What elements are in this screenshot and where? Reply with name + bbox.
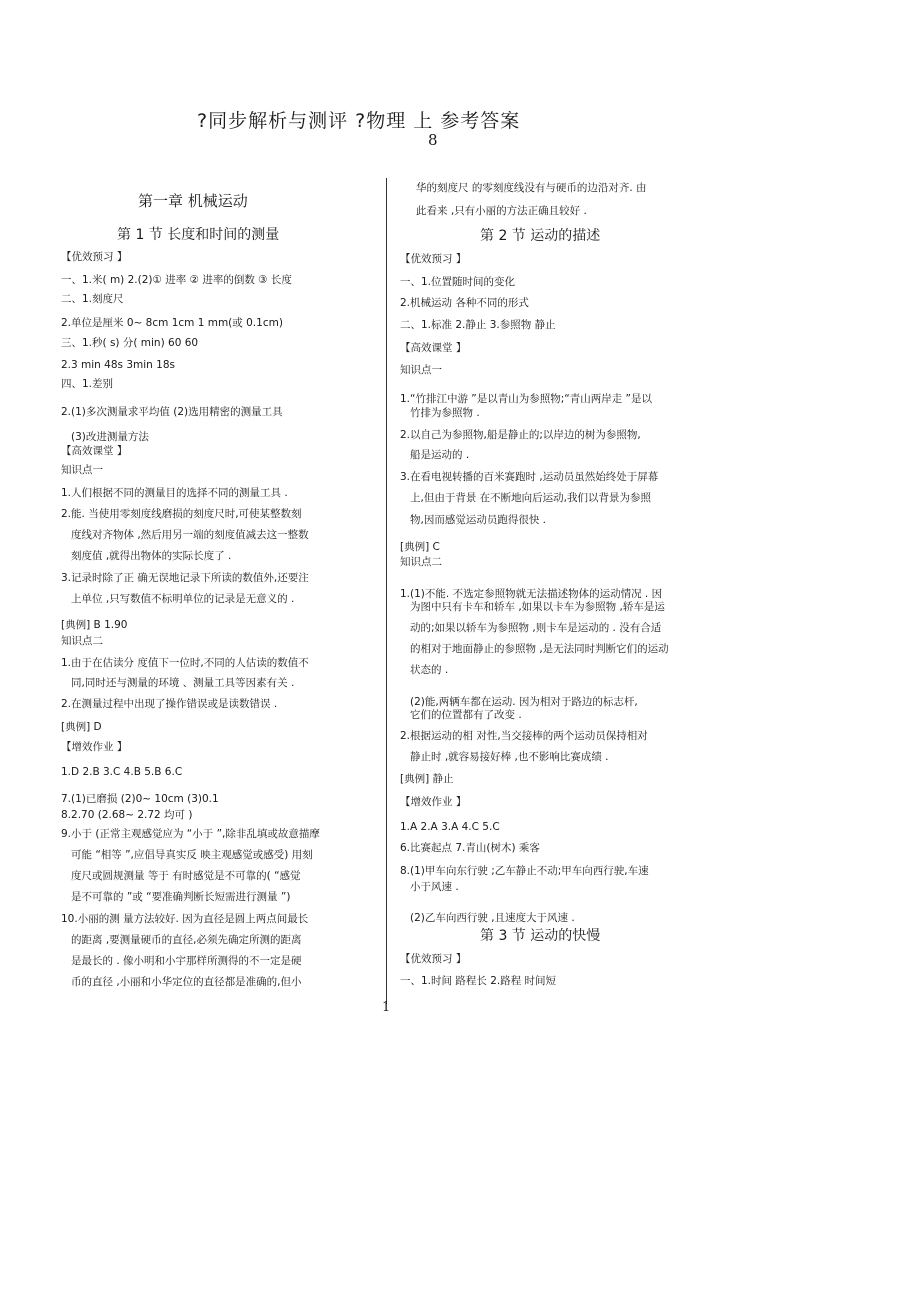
text-line: 船是运动的 .: [410, 449, 470, 461]
text-line: 上单位 ,只写数值不标明单位的记录是无意义的 .: [71, 593, 295, 605]
text-line: 知识点一: [61, 464, 103, 476]
text-line: 2.以自己为参照物,船是静止的;以岸边的树为参照物,: [400, 429, 641, 441]
text-line: 一、1.位置随时间的变化: [400, 276, 516, 288]
text-line: 的距离 ,要测量硬币的直径,必须先确定所测的距离: [71, 934, 302, 946]
text-line: 1.由于在估读分 度值下一位时,不同的人估读的数值不: [61, 657, 309, 669]
page-title: ?同步解析与测评 ?物理 上 参考答案: [197, 110, 521, 132]
text-line: 此看来 ,只有小丽的方法正确且较好 .: [416, 205, 587, 217]
text-line: 3.记录时除了正 确无误地记录下所读的数值外,还要注: [61, 572, 309, 584]
text-line: 二、1.刻度尺: [61, 293, 124, 305]
text-line: 2.机械运动 各种不同的形式: [400, 297, 529, 309]
chapter-title: 第一章 机械运动: [138, 192, 248, 210]
text-line: (2)能,两辆车都在运动. 因为相对于路边的标志杆,: [410, 696, 638, 708]
section-1-title: 第 1 节 长度和时间的测量: [117, 227, 280, 243]
text-line: 是最长的 . 像小明和小宇那样所测得的不一定是硬: [71, 955, 302, 967]
text-line: (3)改进测量方法: [71, 431, 149, 443]
text-line: 【优效预习 】: [400, 953, 467, 965]
text-line: 知识点二: [61, 635, 103, 647]
text-line: 一、1.米( m) 2.(2)① 进率 ② 进率的倒数 ③ 长度: [61, 274, 292, 286]
text-line: 10.小丽的测 量方法较好. 因为直径是圆上两点间最长: [61, 913, 309, 925]
text-line: 7.(1)已磨损 (2)0~ 10cm (3)0.1: [61, 793, 219, 805]
text-line: [典例] C: [400, 541, 440, 553]
text-line: 1.人们根据不同的测量目的选择不同的测量工具 .: [61, 487, 288, 499]
text-line: 1.(1)不能. 不选定参照物就无法描述物体的运动情况 . 因: [400, 588, 663, 600]
grade-number: 8: [428, 131, 438, 149]
text-line: (2)乙车向西行驶 ,且速度大于风速 .: [410, 912, 575, 924]
page-number: 1: [382, 1000, 391, 1015]
text-line: 华的刻度尺 的零刻度线没有与硬币的边沿对齐. 由: [416, 182, 647, 194]
text-line: 1.“竹排江中游 ”是以青山为参照物;“青山两岸走 ”是以: [400, 393, 652, 405]
column-divider: [386, 178, 387, 1004]
text-line: 2.根据运动的相 对性,当交接棒的两个运动员保持相对: [400, 730, 648, 742]
text-line: 四、1.差别: [61, 378, 114, 390]
text-line: 2.(1)多次测量求平均值 (2)选用精密的测量工具: [61, 406, 283, 418]
text-line: 三、1.秒( s) 分( min) 60 60: [61, 337, 199, 349]
section-2-title: 第 2 节 运动的描述: [480, 228, 601, 244]
text-line: 一、1.时间 路程长 2.路程 时间短: [400, 975, 557, 987]
text-line: 度线对齐物体 ,然后用另一端的刻度值减去这一整数: [71, 529, 309, 541]
text-line: 6.比赛起点 7.青山(树木) 乘客: [400, 842, 540, 854]
text-line: 【高效课堂 】: [400, 342, 467, 354]
text-line: [典例] B 1.90: [61, 619, 128, 631]
text-line: 物,因而感觉运动员跑得很快 .: [410, 514, 547, 526]
text-line: 【增效作业 】: [400, 796, 467, 808]
text-line: 可能 “相等 ”,应倡导真实反 映主观感觉或感受) 用刻: [71, 849, 313, 861]
text-line: 1.D 2.B 3.C 4.B 5.B 6.C: [61, 766, 183, 778]
text-line: 竹排为参照物 .: [410, 407, 480, 419]
text-line: 刻度值 ,就得出物体的实际长度了 .: [71, 550, 232, 562]
text-line: 9.小于 (正常主观感觉应为 “小于 ”,除非乱填或故意描摩: [61, 828, 320, 840]
text-line: 知识点二: [400, 556, 442, 568]
text-line: 8.2.70 (2.68~ 2.72 均可 ): [61, 809, 193, 821]
text-line: 2.单位是厘米 0~ 8cm 1cm 1 mm(或 0.1cm): [61, 317, 283, 329]
text-line: 小于风速 .: [410, 881, 459, 893]
text-line: 【增效作业 】: [61, 741, 128, 753]
text-line: 同,同时还与测量的环境 、测量工具等因素有关 .: [71, 677, 295, 689]
text-line: 动的;如果以轿车为参照物 ,则卡车是运动的 . 没有合适: [410, 622, 662, 634]
text-line: 静止时 ,就容易接好棒 ,也不影响比赛成绩 .: [410, 751, 609, 763]
text-line: 度尺或圆规测量 等于 有时感觉是不可靠的( “感觉: [71, 870, 301, 882]
text-line: 是不可靠的 ”或 “要准确判断长短需进行测量 ”): [71, 891, 291, 903]
text-line: 【优效预习 】: [61, 251, 128, 263]
text-line: [典例] D: [61, 721, 102, 733]
text-line: 【高效课堂 】: [61, 445, 128, 457]
text-line: 知识点一: [400, 364, 442, 376]
text-line: 2.能. 当使用零刻度线磨损的刻度尺时,可使某整数刻: [61, 508, 302, 520]
text-line: 状态的 .: [410, 664, 449, 676]
text-line: 的相对于地面静止的参照物 ,是无法同时判断它们的运动: [410, 643, 669, 655]
text-line: 2.3 min 48s 3min 18s: [61, 359, 175, 371]
text-line: 为图中只有卡车和轿车 ,如果以卡车为参照物 ,轿车是运: [410, 601, 665, 613]
text-line: 上,但由于背景 在不断地向后运动,我们以背景为参照: [410, 492, 652, 504]
text-line: 【优效预习 】: [400, 253, 467, 265]
text-line: 二、1.标准 2.静止 3.参照物 静止: [400, 319, 556, 331]
text-line: 它们的位置都有了改变 .: [410, 709, 522, 721]
text-line: [典例] 静止: [400, 773, 454, 785]
text-line: 1.A 2.A 3.A 4.C 5.C: [400, 821, 500, 833]
section-3-title: 第 3 节 运动的快慢: [480, 928, 601, 944]
text-line: 8.(1)甲车向东行驶 ;乙车静止不动;甲车向西行驶,车速: [400, 865, 649, 877]
text-line: 币的直径 ,小丽和小华定位的直径都是准确的,但小: [71, 976, 302, 988]
text-line: 3.在看电视转播的百米赛跑时 ,运动员虽然始终处于屏幕: [400, 471, 659, 483]
text-line: 2.在测量过程中出现了操作错误或是读数错误 .: [61, 698, 278, 710]
